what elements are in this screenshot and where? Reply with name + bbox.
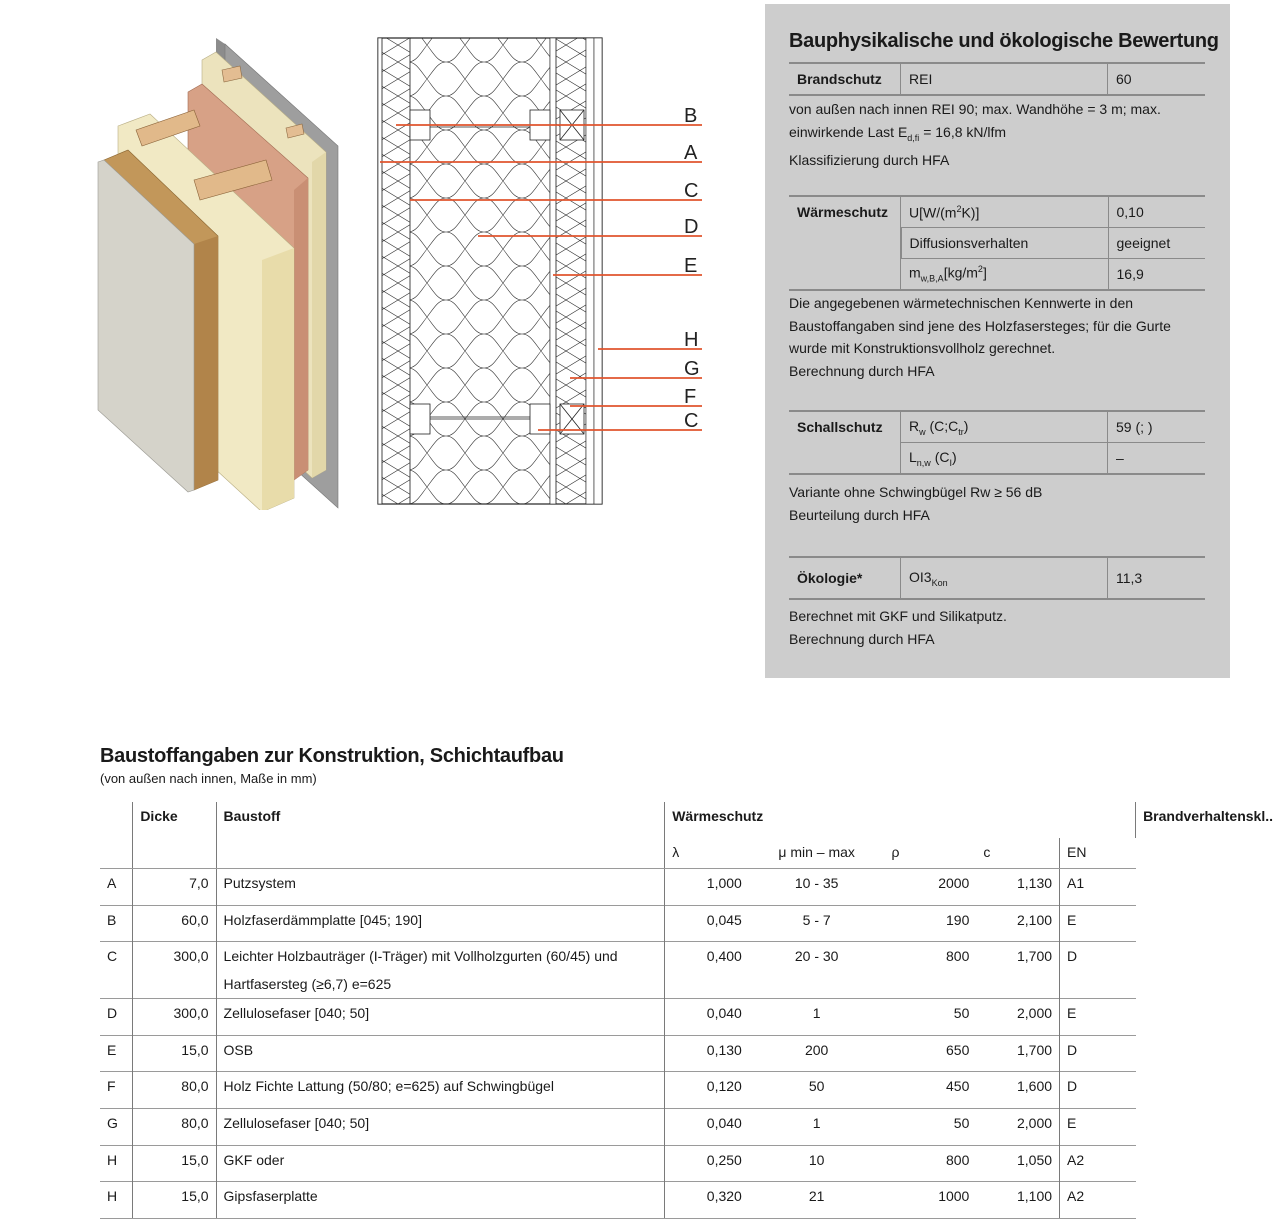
table-row: A 7,0 Putzsystem 1,000 10 - 35 2000 1,130 A1 — [100, 869, 1280, 906]
rw-value: 59 (; ) — [1108, 411, 1206, 443]
fire-value: 60 — [1108, 63, 1206, 95]
callout-label-c-bottom: C — [684, 410, 699, 432]
table-row: C 300,0 Leichter Holzbauträger (I-Träger) mit Vollholzgurten (60/45) und Hartfasersteg (≥6,7) e=625 0,400 20 - 30 800 1,700 D — [100, 942, 1280, 999]
oi3-label: $OI3_{Kon}$ — [901, 557, 1108, 599]
section-osb — [550, 38, 556, 504]
section-cellulose-d — [410, 38, 550, 504]
ecology-note: Berechnet mit GKF und Silikatputz. Berechnung durch HFA — [789, 608, 1007, 647]
table-row: H 15,0 GKF oder 0,250 10 800 1,050 A2 — [100, 1145, 1280, 1182]
callout-label-g: G — [684, 358, 700, 380]
diffusion-value: geeignet — [1108, 228, 1205, 259]
callout-label-e: E — [684, 255, 698, 277]
callout-label-f: F — [684, 386, 697, 408]
callout-label-a: A — [684, 142, 698, 164]
oi3-value: 11,3 — [1108, 557, 1206, 599]
header-c: c — [976, 838, 1059, 869]
fire-note: von außen nach innen REI 90; max. Wandhöhe = 3 m; max. einwirkende Last $E_{d,fi} = 16,8$ kN/lfm Klassifizierung durch HFA — [789, 101, 1161, 168]
wall-section-drawing — [370, 28, 720, 513]
fire-protection-table — [789, 62, 1205, 96]
rw-label: $R_w$ $(C;C_{tr})$ — [901, 411, 1108, 443]
header-material: Baustoff — [216, 802, 665, 838]
section-gypsum — [586, 38, 594, 504]
evaluation-panel — [765, 4, 1230, 678]
section-wood-fibre — [382, 38, 410, 504]
sound-protection-table — [789, 410, 1205, 475]
lnw-label: $L_{n,w}$ $(C_I)$ — [901, 443, 1108, 475]
header-thickness: Dicke — [133, 802, 216, 838]
table-row: F 80,0 Holz Fichte Lattung (50/80; e=625) auf Schwingbügel 0,120 50 450 1,600 D — [100, 1072, 1280, 1109]
header-lambda: λ — [665, 838, 749, 869]
callout-label-h: H — [684, 329, 699, 351]
sound-note: Variante ohne Schwingbügel Rw ≥ 56 dB Beurteilung durch HFA — [789, 484, 1043, 523]
table-row: G 80,0 Zellulosefaser [040; 50] 0,040 1 50 2,000 E — [100, 1108, 1280, 1145]
header-rho: ρ — [885, 838, 977, 869]
thermal-protection-table — [789, 195, 1205, 291]
mass-label: $m_{w,B,A}[kg/m^2]$ — [901, 259, 1109, 291]
evaluation-title: Bauphysikalische und ökologische Bewertung — [789, 30, 1219, 52]
thermal-note: Die angegebenen wärmetechnischen Kennwerte in den Baustoffangaben sind jene des Holzfasersteges; für die Gurte wurde mit Konstruktionsvollholz gerechnet. Berechnung durch HFA — [789, 295, 1171, 379]
diffusion-label: Diffusionsverhalten — [901, 228, 1109, 259]
mass-value: 16,9 — [1108, 259, 1205, 291]
table-row: H 15,0 Gipsfaserplatte 0,320 21 1000 1,100 A2 — [100, 1182, 1280, 1219]
callout-label-d: D — [684, 216, 699, 238]
header-mu: μ min – max — [749, 838, 885, 869]
callout-label-c-top: C — [684, 180, 699, 202]
materials-table — [100, 802, 1280, 1219]
table-row: B 60,0 Holzfaserdämmplatte [045; 190] 0,045 5 - 7 190 2,100 E — [100, 905, 1280, 942]
lnw-value: – — [1108, 443, 1206, 475]
u-value-label: $U[W/(m^2K)]$ — [901, 196, 1109, 228]
callout-label-b: B — [684, 105, 698, 127]
materials-subtitle: (von außen nach innen, Maße in mm) — [100, 771, 317, 786]
header-en: EN — [1060, 838, 1136, 869]
section-plaster — [378, 38, 382, 504]
fire-label: Brandschutz — [789, 63, 901, 95]
ecology-label: Ökologie* — [789, 557, 901, 599]
header-fire-class: Brandverhaltenskl.. — [1136, 802, 1280, 838]
materials-title: Baustoffangaben zur Konstruktion, Schichtaufbau — [100, 745, 564, 767]
header-thermal: Wärmeschutz — [665, 802, 1136, 838]
fire-key: REI — [901, 63, 1108, 95]
table-row: E 15,0 OSB 0,130 200 650 1,700 D — [100, 1035, 1280, 1072]
table-row: D 300,0 Zellulosefaser [040; 50] 0,040 1 50 2,000 E — [100, 999, 1280, 1036]
isometric-wall-drawing — [90, 30, 350, 510]
u-value: 0,10 — [1108, 196, 1205, 228]
thermal-label: Wärmeschutz — [789, 196, 901, 228]
ecology-table — [789, 556, 1205, 600]
sound-label: Schallschutz — [789, 411, 901, 443]
